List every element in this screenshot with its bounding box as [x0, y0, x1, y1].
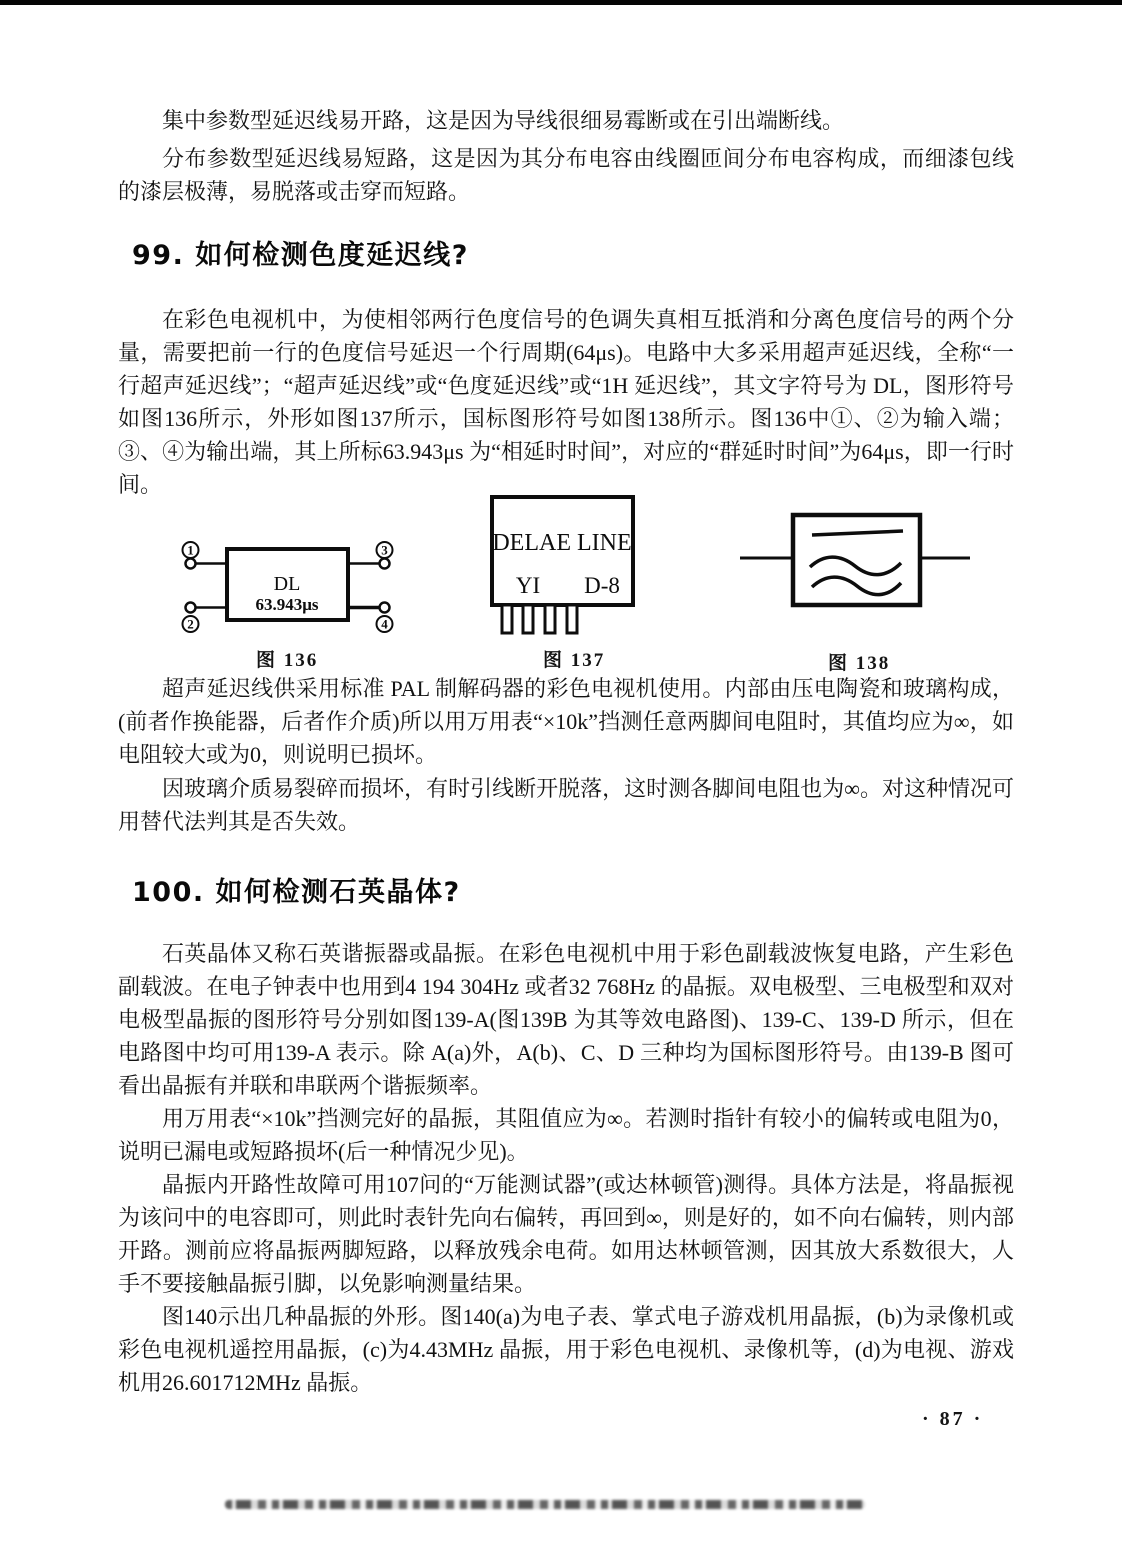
intro-paragraph-2: 分布参数型延迟线易短路，这是因为其分布电容由线圈匝间分布电容构成，而细漆包线的漆层极薄，易脱落或击穿而短路。: [118, 146, 1014, 204]
figure-137-delay-line-package: [485, 490, 645, 640]
fig137-pin-4: [567, 605, 577, 633]
scan-artifact-top-bar: [0, 0, 1122, 5]
section-100-paragraph-4: 图140示出几种晶振的外形。图140(a)为电子表、掌式电子游戏机用晶振，(b)为录像机或彩色电视机遥控用晶振，(c)为4.43MHz 晶振，用于彩色电视机、录像机等，(d)为电视、游戏机用26.601712MHz 晶振。: [118, 1304, 1014, 1395]
section-99-paragraph-1: 在彩色电视机中，为使相邻两行色度信号的色调失真相互抵消和分离色度信号的两个分量，需要把前一行的色度信号延迟一个行周期(64μs)。电路中大多采用超声延迟线，全称“一行超声延迟线”；“超声延迟线”或“色度延迟线”或“1H 延迟线”，其文字符号为 DL，图形符号如图136所示，外形如图137所示，国标图形符号如图138所示。图136中①、②为输入端；③、④为输出端，其上所标63.943μs 为“相延时时间”，对应的“群延时时间”为64μs，即一行时间。: [118, 307, 1014, 497]
section-100-paragraph-1: 石英晶体又称石英谐振器或晶振。在彩色电视机中用于彩色副载波恢复电路，产生彩色副载波。在电子钟表中也用到4 194 304Hz 或者32 768Hz 的晶振。双电极型、三电极型和双对电极型晶振的图形符号分别如图139-A(图139B 为其等效电路图)、139-C、139-D 所示，但在电路图中均可用139-A 表示。除 A(a)外，A(b)、C、D 三种均为国标图形符号。由139-B 图可看出晶振有并联和串联两个谐振频率。: [118, 941, 1014, 1098]
fig136-pin-3-label: 3: [381, 542, 388, 558]
fig136-terminal-dot-4: [380, 603, 390, 613]
section-100-paragraph-3: 晶振内开路性故障可用107问的“万能测试器”(或达林顿管)测得。具体方法是，将晶振视为该问中的电容即可，则此时表针先向右偏转，再回到∞，则是好的，如不向右偏转，则内部开路。测前应将晶振两脚短路，以释放残余电荷。如用达林顿管测，因其放大系数很大，人手不要接触晶振引脚，以免影响测量结果。: [118, 1172, 1014, 1296]
section-100-paragraph-2: 用万用表“×10k”挡测完好的晶振，其阻值应为∞。若测时指针有较小的偏转或电阻为0，说明已漏电或短路损坏(后一种情况少见)。: [118, 1106, 1014, 1164]
page-number: · 87 ·: [922, 1408, 984, 1430]
fig137-title-text: DELAE LINE: [492, 530, 632, 556]
figure-136-delay-line-symbol: [170, 540, 405, 635]
fig137-right-text: D-8: [584, 573, 620, 598]
fig136-terminal-dot-3: [380, 559, 390, 569]
fig138-box: [793, 515, 920, 605]
fig137-pin-1: [502, 605, 512, 633]
section-99-paragraph-2: 超声延迟线供采用标准 PAL 制解码器的彩色电视机使用。内部由压电陶瓷和玻璃构成，(前者作换能器，后者作介质)所以用万用表“×10k”挡测任意两脚间电阻时，其值均应为∞，如电阻较大或为0，则说明已损坏。: [118, 676, 1014, 767]
figure-138-caption: 图 138: [828, 653, 891, 674]
section-99-heading: 99. 如何检测色度延迟线?: [132, 240, 469, 271]
fig136-pin-4-label: 4: [381, 616, 388, 632]
intro-paragraph-1: 集中参数型延迟线易开路，这是因为导线很细易霉断或在引出端断线。: [162, 108, 845, 133]
figure-136-caption: 图 136: [256, 650, 319, 671]
fig137-pin-2: [523, 605, 533, 633]
fig136-dl-label: DL: [273, 573, 301, 595]
fig136-terminal-dot-2: [186, 603, 196, 613]
fig136-terminal-dot-1: [186, 559, 196, 569]
fig136-drawing: [170, 540, 405, 635]
fig137-pin-3: [545, 605, 555, 633]
figure-138-gb-symbol: [735, 505, 980, 610]
section-99-paragraph-3: 因玻璃介质易裂碎而损坏，有时引线断开脱落，这时测各脚间电阻也为∞。对这种情况可用替代法判其是否失效。: [118, 776, 1014, 834]
scan-artifact-streak: [225, 1500, 865, 1509]
section-100-heading: 100. 如何检测石英晶体?: [132, 877, 461, 908]
figure-137-caption: 图 137: [543, 650, 606, 671]
fig137-drawing: [485, 490, 645, 640]
fig136-pin-1-label: 1: [187, 542, 194, 558]
fig136-delay-value: 63.943μs: [255, 595, 319, 614]
fig138-drawing: [735, 505, 980, 610]
fig136-pin-2-label: 2: [187, 616, 194, 632]
fig137-left-text: YI: [515, 573, 541, 598]
